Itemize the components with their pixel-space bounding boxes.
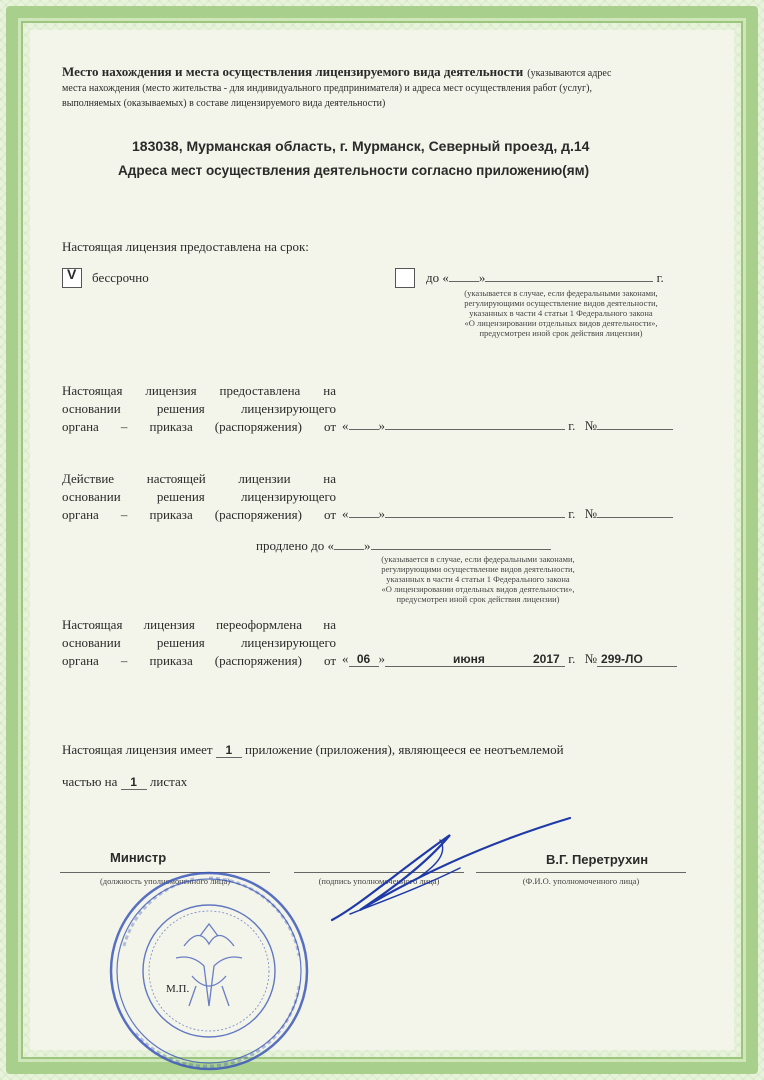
extended-until-label: продлено до	[256, 538, 325, 553]
name-caption: (Ф.И.О. уполномоченного лица)	[522, 876, 640, 886]
location-heading-note: (указываются адрес	[527, 68, 612, 79]
granted-line: Настоящая лицензия предоставлена на	[62, 383, 336, 398]
reissued-month: июня	[453, 652, 485, 666]
extended-number-blank	[597, 517, 673, 518]
reissued-line: Настоящая лицензия переоформлена на	[62, 617, 336, 632]
quote-open: «	[442, 270, 449, 285]
extended-line: Действие настоящей лицензии на	[62, 471, 336, 486]
extended-note-line: регулирующими осуществление видов деятельности,	[381, 564, 575, 574]
quote-open: «	[342, 506, 349, 521]
granted-number-blank	[597, 429, 673, 430]
reissued-year-suffix: г.	[568, 651, 576, 666]
extended-note	[348, 554, 608, 604]
extended-note-line: «О лицензировании отдельных видов деятельности»,	[381, 584, 575, 594]
location-heading	[62, 64, 682, 109]
extended-until-row	[256, 538, 551, 554]
appendix-text-before: Настоящая лицензия имеет	[62, 742, 213, 757]
extended-text	[62, 470, 336, 524]
reissued-year: 2017	[533, 652, 560, 666]
extended-year-suffix: г.	[568, 506, 576, 521]
term-note-line: указанных в части 4 статьи 1 Федерального закона	[469, 308, 653, 318]
reissued-line: основании решения лицензирующего	[62, 635, 336, 650]
location-heading-title: Место нахождения и места осуществления лицензируемого вида деятельности	[62, 64, 524, 79]
extended-number-label: №	[584, 506, 598, 521]
signer-name: В.Г. Перетрухин	[546, 852, 649, 867]
check-mark: V	[67, 266, 77, 282]
location-heading-note-3: выполняемых (оказываемых) в составе лицензируемого вида деятельности)	[62, 98, 386, 109]
term-note-line: регулирующими осуществление видов деятельности,	[464, 298, 658, 308]
granted-day-blank	[349, 429, 379, 430]
signer-position: Министр	[110, 850, 167, 865]
quote-open: «	[342, 651, 349, 666]
extended-note-line: предусмотрен иной срок действия лицензии)	[396, 594, 560, 604]
extended-date-row	[342, 506, 692, 522]
official-seal	[104, 866, 314, 1076]
addresses-note: Адреса мест осуществления деятельности согласно приложению(ям)	[118, 163, 590, 178]
position-caption: (должность уполномоченного лица)	[99, 876, 231, 886]
reissued-number-label: №	[584, 651, 598, 666]
quote-open: «	[327, 538, 335, 553]
appendix-part-on: частью на	[62, 774, 118, 789]
granted-year-suffix: г.	[568, 418, 576, 433]
quote-close: »	[364, 538, 371, 553]
reissued-number: 299-ЛО	[597, 652, 677, 667]
quote-close: »	[478, 270, 486, 285]
seal-label: М.П.	[166, 983, 190, 995]
quote-open: «	[342, 418, 349, 433]
unlimited-label: бессрочно	[92, 270, 149, 285]
term-heading: Настоящая лицензия предоставлена на срок:	[62, 239, 309, 254]
term-note-line: (указывается в случае, если федеральными законами,	[464, 288, 658, 298]
granted-number-label: №	[584, 418, 598, 433]
until-checkbox[interactable]	[395, 268, 415, 288]
until-year-suffix: г.	[656, 270, 664, 285]
quote-close: »	[378, 418, 385, 433]
reissued-line: органа – приказа (распоряжения) от	[62, 653, 336, 668]
granted-line: основании решения лицензирующего	[62, 401, 336, 416]
term-note-line: «О лицензировании отдельных видов деятельности»,	[464, 318, 658, 328]
document-body	[30, 30, 734, 1050]
reissued-text	[62, 616, 336, 670]
extended-line: основании решения лицензирующего	[62, 489, 336, 504]
granted-month-blank	[385, 429, 565, 430]
until-day-blank	[449, 281, 479, 282]
extended-until-month-blank	[371, 549, 551, 550]
address: 183038, Мурманская область, г. Мурманск, Северный проезд, д.14	[132, 138, 590, 154]
handwritten-signature	[320, 810, 580, 930]
appendix-sheets-label: листах	[149, 774, 188, 789]
appendix-line-2	[62, 774, 187, 790]
reissued-day: 06	[349, 652, 379, 667]
term-note-line: предусмотрен иной срок действия лицензии)	[479, 328, 643, 338]
granted-text	[62, 382, 336, 436]
extended-until-day-blank	[334, 549, 364, 550]
until-row	[426, 270, 664, 286]
reissued-date-row	[342, 651, 702, 667]
signature-caption: (подпись уполномоченного лица)	[318, 876, 440, 886]
term-note	[430, 288, 692, 338]
appendix-text-after: приложение (приложения), являющееся ее неотъемлемой	[245, 742, 564, 757]
extended-note-line: указанных в части 4 статьи 1 Федерального закона	[386, 574, 570, 584]
reissued-month-year	[385, 652, 565, 667]
extended-day-blank	[349, 517, 379, 518]
until-label: до	[426, 270, 440, 285]
location-heading-note-2: места нахождения (место жительства - для индивидуального предпринимателя) и адреса мест осуществления работ (услуг),	[62, 83, 592, 94]
appendix-count: 1	[216, 743, 242, 758]
appendix-sheets: 1	[121, 775, 147, 790]
unlimited-checkbox[interactable]	[62, 268, 82, 288]
granted-date-row	[342, 418, 692, 434]
extended-month-blank	[385, 517, 565, 518]
quote-close: »	[378, 651, 385, 666]
quote-close: »	[378, 506, 385, 521]
extended-note-line: (указывается в случае, если федеральными законами,	[381, 554, 575, 564]
appendix-line-1	[62, 742, 712, 758]
granted-line: органа – приказа (распоряжения) от	[62, 419, 336, 434]
until-month-blank	[485, 281, 653, 282]
extended-line: органа – приказа (распоряжения) от	[62, 507, 336, 522]
